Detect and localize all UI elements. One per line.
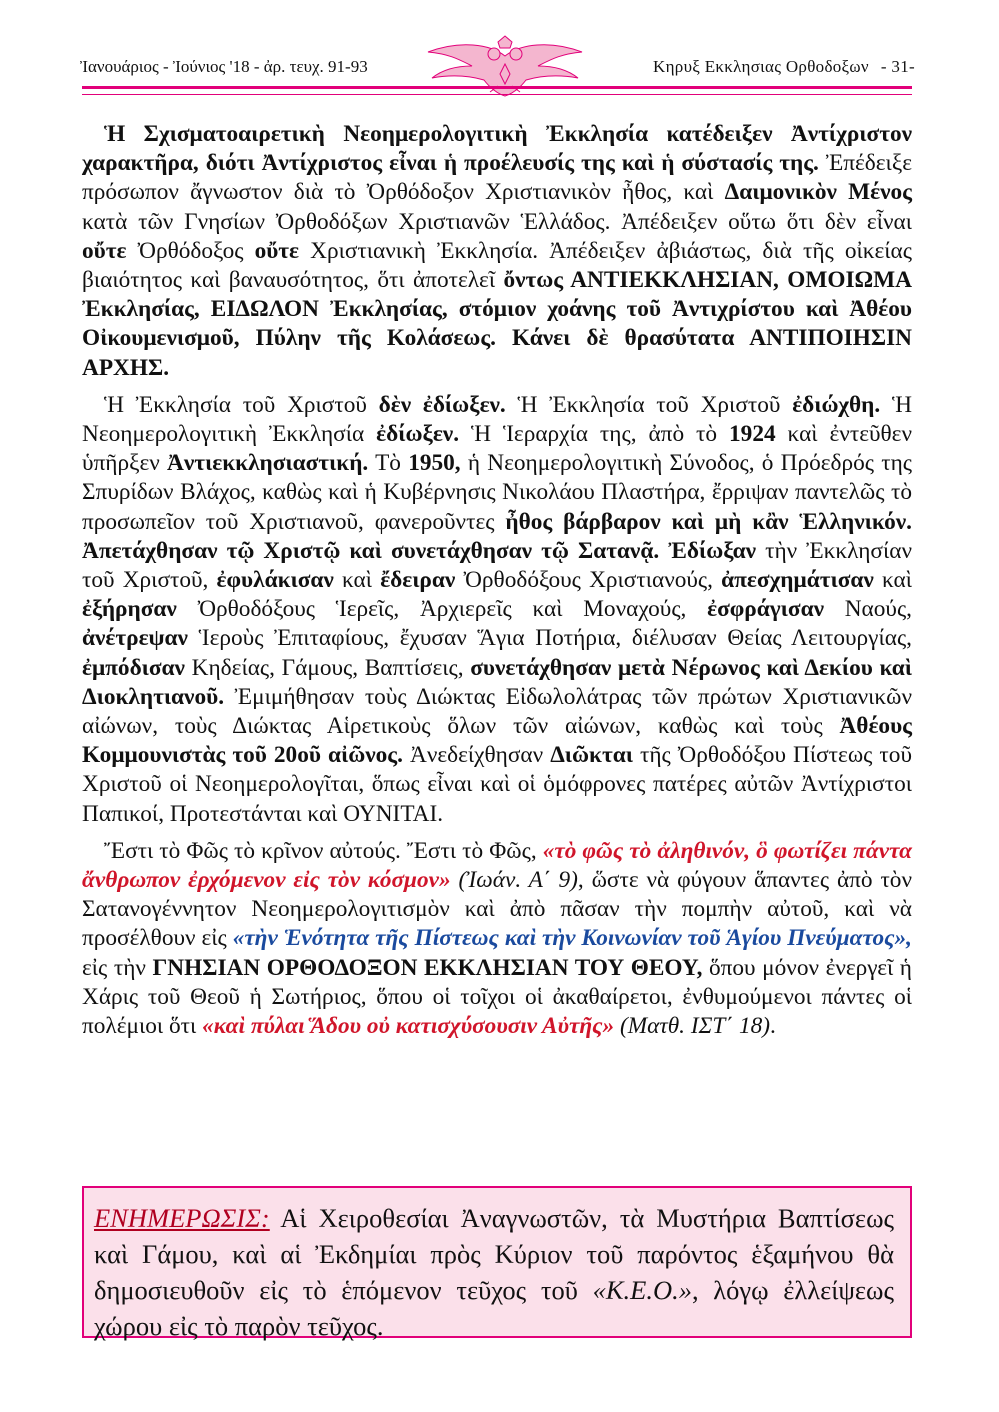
publication-title bbox=[653, 57, 915, 77]
paragraph-1: Ἡ Σχισματοαιρετικὴ Νεοημερολογιτικὴ Ἐκκλησία κατέδειξεν Ἀντίχριστον χαρακτῆρα, διότι Ἀντίχριστος εἶναι ἡ προέλευσίς της καὶ ἡ σύστασίς της. Ἐπέδειξε πρόσωπον ἄγνωστον διὰ τὸ Ὀρθόδοξον Χριστιανικὸν ἦθος, καὶ Δαιμονικὸν Μένος κατὰ τῶν Γνησίων Ὀρθοδόξων Χριστιανῶν Ἑλλάδος. Ἀπέδειξεν οὕτω ὅτι δὲν εἶναι οὔτε Ὀρθόδοξος οὔτε Χριστιανικὴ Ἐκκλησία. Ἀπέδειξεν ἀβιάστως, διὰ τῆς οἰκείας βιαιότητος καὶ βαναυσότητος, ὅτι ἀποτελεῖ ὄντως ΑΝΤΙΕΚΚΛΗΣΙΑΝ, ΟΜΟΙΩΜΑ Ἐκκλησίας, ΕΙΔΩΛΟΝ Ἐκκλησίας, στόμιον χοάνης τοῦ Ἀντιχρίστου καὶ Ἀθέου Οἰκουμενισμοῦ, Πύλην τῆς Κολάσεως. Κάνει δὲ θρασύτατα ΑΝΤΙΠΟΙΗΣΙΝ ΑΡΧΗΣ. bbox=[82, 121, 912, 381]
header-rule-thick bbox=[82, 86, 912, 89]
paragraph-2: Ἡ Ἐκκλησία τοῦ Χριστοῦ δὲν ἐδίωξεν. Ἡ Ἐκκλησία τοῦ Χριστοῦ ἐδιώχθη. Ἡ Νεοημερολογιτικὴ Ἐκκλησία ἐδίωξεν. Ἡ Ἱεραρχία της, ἀπὸ τὸ 1924 καὶ ἐντεῦθεν ὑπῆρξεν Ἀντιεκκλησιαστική. Τὸ 1950, ἡ Νεοημερολογιτικὴ Σύνοδος, ὁ Πρόεδρός της Σπυρίδων Βλάχος, καθὼς καὶ ἡ Κυβέρνησις Νικολάου Πλαστήρα, ἔρριψαν παντελῶς τὸ προσωπεῖον τοῦ Χριστιανοῦ, φανεροῦντες ἦθος βάρβαρον καὶ μὴ κἂν Ἑλληνικόν. Ἀπετάχθησαν τῷ Χριστῷ καὶ συνετάχθησαν τῷ Σατανᾷ. Ἐδίωξαν τὴν Ἐκκλησίαν τοῦ Χριστοῦ, ἐφυλάκισαν καὶ ἔδειραν Ὀρθοδόξους Χριστιανούς, ἀπεσχημάτισαν καὶ ἐξήρησαν Ὀρθοδόξους Ἱερεῖς, Ἀρχιερεῖς καὶ Μοναχούς, ἐσφράγισαν Ναούς, ἀνέτρεψαν Ἱεροὺς Ἐπιταφίους, ἔχυσαν Ἅγια Ποτήρια, διέλυσαν Θείας Λειτουργίας, ἐμπόδισαν Κηδείας, Γάμους, Βαπτίσεις, συνετάχθησαν μετὰ Νέρωνος καὶ Δεκίου καὶ Διοκλητιανοῦ. Ἐμιμήθησαν τοὺς Διώκτας Εἰδωλολάτρας τῶν πρώτων Χριστιανικῶν αἰώνων, τοὺς Διώκτας Αἱρετικοὺς ὅλων τῶν αἰώνων, καθὼς καὶ τοὺς Ἀθέους Κομμουνιστὰς τοῦ 20οῦ αἰῶνος. Ἀνεδείχθησαν Διῶκται τῆς Ὀρθοδόξου Πίστεως τοῦ Χριστοῦ οἱ Νεοημερολογῖται, ὅπως εἶναι καὶ οἱ ὁμόφρονες πατέρες αὐτῶν Ἀντίχριστοι Παπικοί, Προτεστάνται καὶ ΟΥΝΙΤΑΙ. bbox=[82, 391, 912, 827]
notice-label: ΕΝΗΜΕΡΩΣΙΣ: bbox=[94, 1203, 270, 1233]
page-header bbox=[80, 40, 915, 100]
notice-box: ΕΝΗΜΕΡΩΣΙΣ: Αἱ Χειροθεσίαι Ἀναγνωστῶν, τὰ Μυστήρια Βαπτίσεως καὶ Γάμου, καὶ αἱ Ἐκδημίαι πρὸς Κύριον τοῦ παρόντος ἑξαμήνου θὰ δημοσιευθοῦν εἰς τὸ ἑπόμενον τεῦχος τοῦ «Κ.Ε.Ο.», λόγῳ ἐλλείψεως χώρου εἰς τὸ παρὸν τεῦχος. bbox=[82, 1186, 912, 1338]
quote-unity: «τὴν Ἑνότητα τῆς Πίστεως καὶ τὴν Κοινωνίαν τοῦ Ἁγίου Πνεύματος», bbox=[232, 925, 912, 952]
paragraph-3: Ἔστι τὸ Φῶς τὸ κρῖνον αὐτούς. Ἔστι τὸ Φῶς, «τὸ φῶς τὸ ἀληθινόν, ὃ φωτίζει πάντα ἄνθρωπον ἐρχόμενον εἰς τὸν κόσμον» (Ἰωάν. Α΄ 9), ὥστε νὰ φύγουν ἅπαντες ἀπὸ τὸν Σατανογέννητον Νεοημερολογιτισμὸν καὶ ἀπὸ πᾶσαν τὴν πομπὴν αὐτοῦ, καὶ νὰ προσέλθουν εἰς «τὴν Ἑνότητα τῆς Πίστεως καὶ τὴν Κοινωνίαν τοῦ Ἁγίου Πνεύματος», εἰς τὴν ΓΝΗΣΙΑΝ ΟΡΘΟΔΟΞΟΝ ΕΚΚΛΗΣΙΑΝ ΤΟΥ ΘΕΟΥ, ὅπου μόνον ἐνεργεῖ ἡ Χάρις τοῦ Θεοῦ ἡ Σωτήριος, ὅπου οἱ τοῖχοι οἱ ἀκαθαίρετοι, ἐνθυμούμενοι πάντες οἱ πολέμιοι ὅτι «καὶ πύλαι Ἅδου οὐ κατισχύσουσιν Αὐτῆς» (Ματθ. ΙΣΤ΄ 18). bbox=[82, 837, 912, 1040]
quote-john: «τὸ φῶς τὸ ἀληθινόν, ὃ φωτίζει πάντα ἄνθρωπον ἐρχόμενον εἰς τὸν κόσμον» bbox=[82, 837, 912, 894]
article-body bbox=[82, 120, 912, 1049]
double-headed-eagle-icon bbox=[420, 34, 590, 100]
publication-name: Κηρυξ Εκκλησιας Ορθοδοξων bbox=[653, 57, 869, 76]
page-number: - 31- bbox=[880, 57, 915, 76]
header-rule-thin bbox=[82, 94, 912, 95]
quote-matthew: «καὶ πύλαι Ἅδου οὐ κατισχύσουσιν Αὐτῆς» bbox=[202, 1013, 615, 1040]
issue-info: Ἰανουάριος - Ἰούνιος '18 - ἀρ. τευχ. 91-93 bbox=[80, 57, 368, 76]
